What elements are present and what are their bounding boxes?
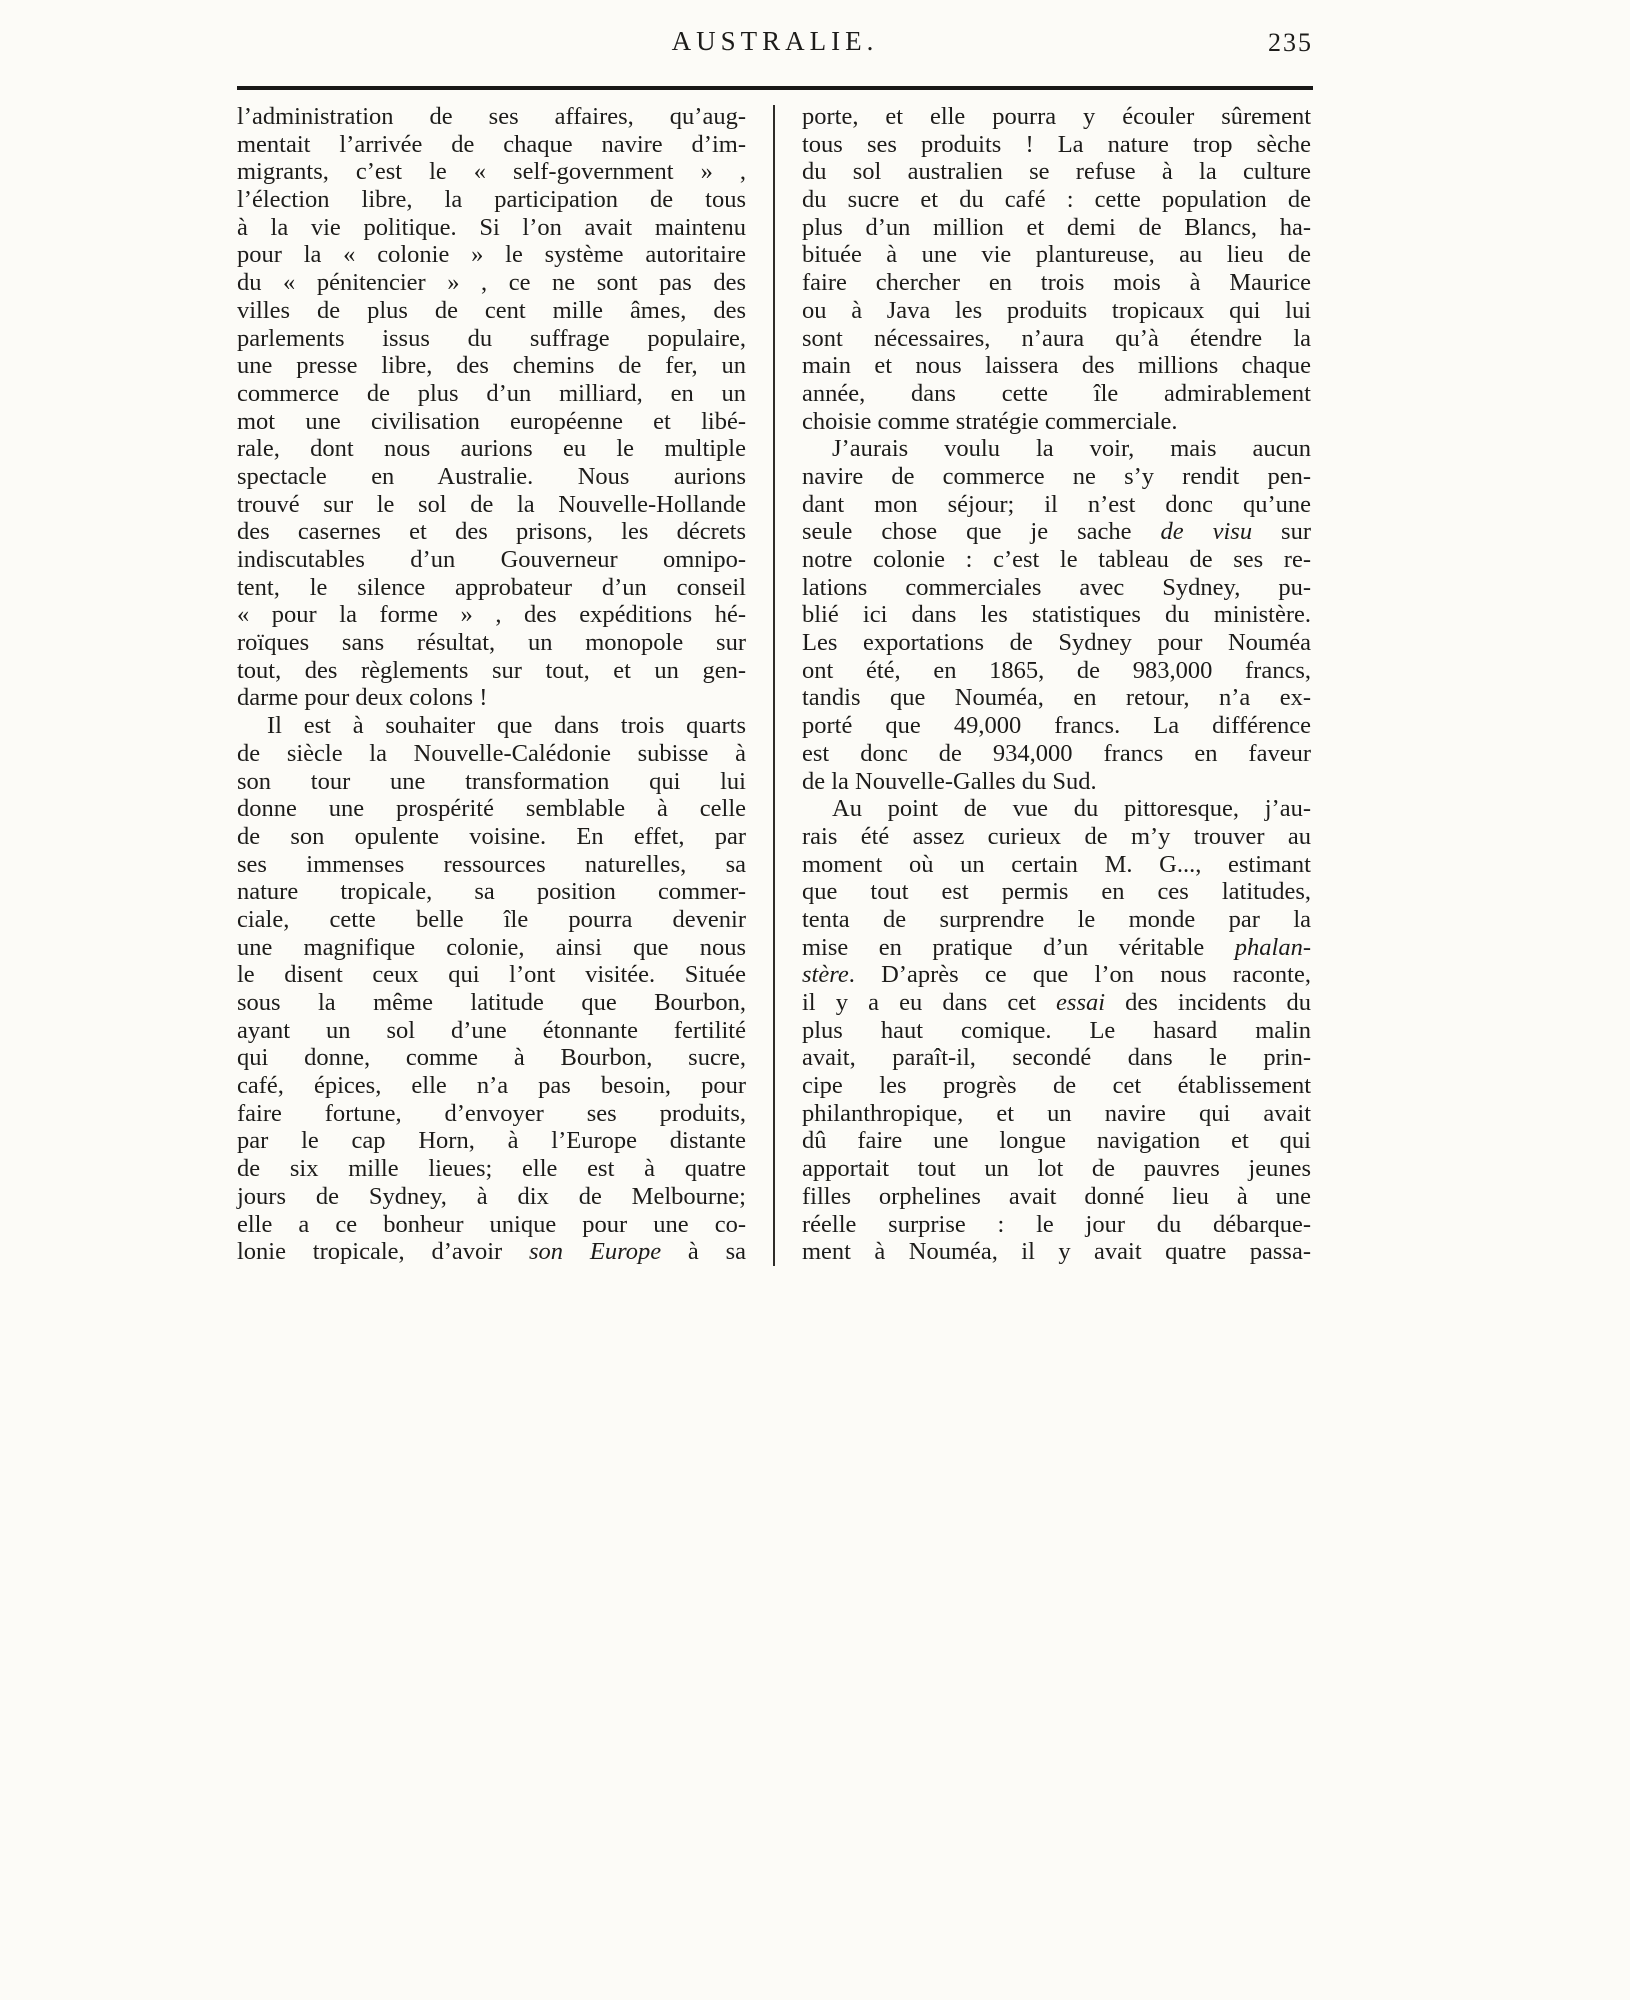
text-line: villes de plus de cent mille âmes, des (237, 296, 746, 324)
text-line: nature tropicale, sa position commer- (237, 878, 746, 906)
text-line: sont nécessaires, n’aura qu’à étendre la (802, 324, 1311, 352)
text-line: commerce de plus d’un milliard, en un (237, 379, 746, 407)
text-line: porte, et elle pourra y écouler sûrement (802, 103, 1311, 130)
text-line: mentait l’arrivée de chaque navire d’im- (237, 130, 746, 158)
text-line: dû faire une longue navigation et qui (802, 1127, 1311, 1155)
text-line: année, dans cette île admirablement (802, 379, 1311, 407)
text-line: son tour une transformation qui lui (237, 767, 746, 795)
column-left (237, 103, 746, 1266)
text-line: faire chercher en trois mois à Maurice (802, 269, 1311, 297)
text-line: mot une civilisation européenne et libé- (237, 407, 746, 435)
page-number: 235 (1268, 28, 1313, 57)
text-line: apportait tout un lot de pauvres jeunes (802, 1155, 1311, 1183)
text-line: de siècle la Nouvelle-Calédonie subisse à (237, 739, 746, 767)
text-line: notre colonie : c’est le tableau de ses re- (802, 546, 1311, 573)
text-line: il y a eu dans cet essai des incidents du (802, 989, 1311, 1016)
text-line: indiscutables d’un Gouverneur omnipo- (237, 546, 746, 573)
text-line: ont été, en 1865, de 983,000 francs, (802, 656, 1311, 684)
text-line: ayant un sol d’une étonnante fertilité (237, 1016, 746, 1044)
text-line: rais été assez curieux de m’y trouver au (802, 822, 1311, 850)
text-line: plus haut comique. Le hasard malin (802, 1016, 1311, 1044)
text-line: lations commerciales avec Sydney, pu- (802, 573, 1311, 601)
text-line: migrants, c’est le « self-government » , (237, 158, 746, 186)
text-line: lonie tropicale, d’avoir son Europe à sa (237, 1238, 746, 1266)
text-line: philanthropique, et un navire qui avait (802, 1099, 1311, 1127)
text-line: l’administration de ses affaires, qu’aug- (237, 103, 746, 130)
text-line: du sol australien se refuse à la culture (802, 158, 1311, 186)
text-line: parlements issus du suffrage populaire, (237, 324, 746, 352)
text-line: à la vie politique. Si l’on avait maintenu (237, 213, 746, 241)
text-line: sous la même latitude que Bourbon, (237, 989, 746, 1016)
text-line: mise en pratique d’un véritable phalan- (802, 933, 1311, 961)
text-line: pour la « colonie » le système autoritaire (237, 241, 746, 269)
text-line: du « pénitencier » , ce ne sont pas des (237, 269, 746, 297)
text-line: qui donne, comme à Bourbon, sucre, (237, 1044, 746, 1072)
text-line: du sucre et du café : cette population de (802, 186, 1311, 214)
text-line: café, épices, elle n’a pas besoin, pour (237, 1072, 746, 1100)
text-line: trouvé sur le sol de la Nouvelle-Hollande (237, 490, 746, 518)
text-line: ment à Nouméa, il y avait quatre passa- (802, 1238, 1311, 1266)
text-line: plus d’un million et demi de Blancs, ha- (802, 213, 1311, 241)
text-line: tous ses produits ! La nature trop sèche (802, 130, 1311, 158)
text-line: filles orphelines avait donné lieu à une (802, 1182, 1311, 1210)
header-rule (237, 86, 1313, 90)
text-line: ou à Java les produits tropicaux qui lui (802, 296, 1311, 324)
text-line: blié ici dans les statistiques du ministère. (802, 601, 1311, 629)
text-line: des casernes et des prisons, les décrets (237, 518, 746, 546)
text-line: l’élection libre, la participation de tous (237, 186, 746, 214)
text-line: jours de Sydney, à dix de Melbourne; (237, 1182, 746, 1210)
text-line: rale, dont nous aurions eu le multiple (237, 435, 746, 463)
text-line: une magnifique colonie, ainsi que nous (237, 933, 746, 961)
text-line: navire de commerce ne s’y rendit pen- (802, 462, 1311, 490)
text-line: ciale, cette belle île pourra devenir (237, 905, 746, 933)
text-line: porté que 49,000 francs. La différence (802, 712, 1311, 740)
text-line: « pour la forme » , des expéditions hé- (237, 601, 746, 629)
text-line: darme pour deux colons ! (237, 684, 488, 712)
text-block (237, 26, 1313, 1266)
text-line: elle a ce bonheur unique pour une co- (237, 1210, 746, 1238)
text-line: faire fortune, d’envoyer ses produits, (237, 1099, 746, 1127)
text-line: choisie comme stratégie commerciale. (802, 407, 1178, 435)
text-line: le disent ceux qui l’ont visitée. Située (237, 961, 746, 989)
text-line: tent, le silence approbateur d’un conseil (237, 573, 746, 601)
columns (237, 103, 1313, 1266)
column-divider (773, 105, 775, 1266)
text-line: roïques sans résultat, un monopole sur (237, 629, 746, 657)
text-line: spectacle en Australie. Nous aurions (237, 462, 746, 490)
text-line: bituée à une vie plantureuse, au lieu de (802, 241, 1311, 269)
text-line: Les exportations de Sydney pour Nouméa (802, 629, 1311, 657)
text-line: stère. D’après ce que l’on nous raconte, (802, 961, 1311, 989)
text-line: de six mille lieues; elle est à quatre (237, 1155, 746, 1183)
text-line: réelle surprise : le jour du débarque- (802, 1210, 1311, 1238)
text-line: une presse libre, des chemins de fer, un (237, 352, 746, 380)
text-line: avait, paraît-il, secondé dans le prin- (802, 1044, 1311, 1072)
text-line: cipe les progrès de cet établissement (802, 1072, 1311, 1100)
page-title: AUSTRALIE. (671, 26, 879, 56)
text-line: par le cap Horn, à l’Europe distante (237, 1127, 746, 1155)
text-line: ses immenses ressources naturelles, sa (237, 850, 746, 878)
text-line: donne une prospérité semblable à celle (237, 795, 746, 823)
text-line: que tout est permis en ces latitudes, (802, 878, 1311, 906)
text-line: main et nous laissera des millions chaque (802, 352, 1311, 380)
text-line: de la Nouvelle-Galles du Sud. (802, 767, 1097, 795)
text-line: de son opulente voisine. En effet, par (237, 822, 746, 850)
text-line: Au point de vue du pittoresque, j’au- (832, 795, 1311, 823)
text-line: est donc de 934,000 francs en faveur (802, 739, 1311, 767)
text-line: J’aurais voulu la voir, mais aucun (832, 435, 1311, 463)
text-line: tout, des règlements sur tout, et un gen- (237, 656, 746, 684)
text-line: tenta de surprendre le monde par la (802, 905, 1311, 933)
text-line: dant mon séjour; il n’est donc qu’une (802, 490, 1311, 518)
text-line: Il est à souhaiter que dans trois quarts (267, 712, 746, 740)
page-header (237, 26, 1313, 68)
column-right (802, 103, 1311, 1266)
text-line: moment où un certain M. G..., estimant (802, 850, 1311, 878)
text-line: tandis que Nouméa, en retour, n’a ex- (802, 684, 1311, 712)
text-line: seule chose que je sache de visu sur (802, 518, 1312, 546)
